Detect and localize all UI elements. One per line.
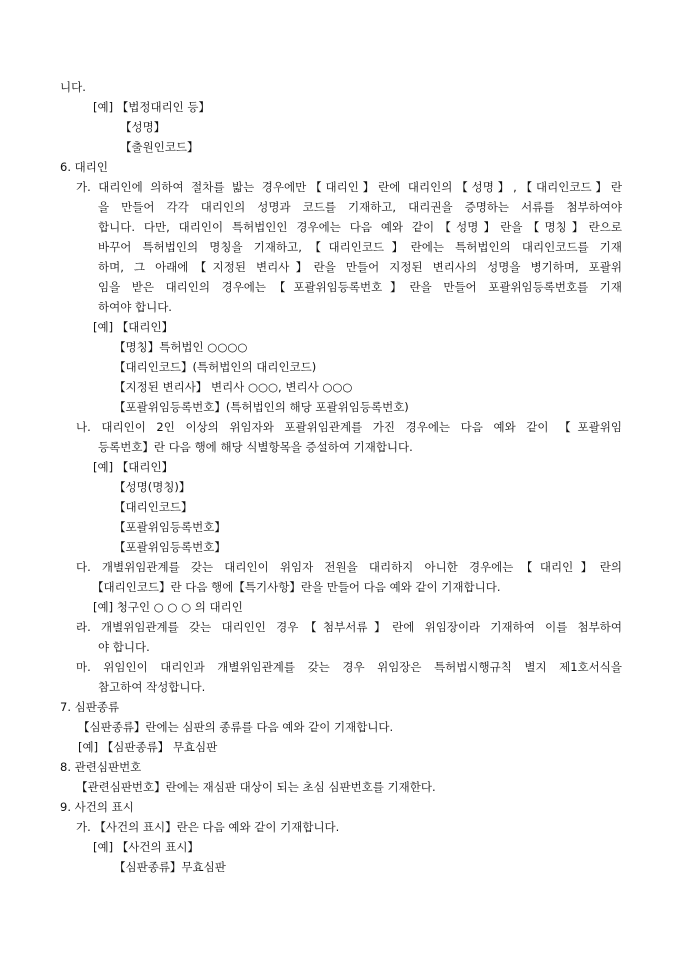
text-line: 등록번호】란 다음 행에 해당 식별항목을 증설하여 기재합니다. — [98, 440, 413, 454]
text-line: 참고하여 작성합니다. — [98, 680, 206, 694]
example-item: 【심판종류】무효심판 — [114, 860, 226, 874]
paragraph-ma — [76, 659, 622, 679]
example-item: 【대리인코드】(특허법인의 대리인코드) — [114, 360, 317, 374]
text-line: 【관련심판번호】란에는 재심판 대상이 되는 초심 심판번호를 기재한다. — [76, 780, 436, 794]
section-heading: 7. 심판종류 — [60, 700, 120, 714]
section-heading: 6. 대리인 — [60, 160, 108, 174]
example-item: 【출원인코드】 — [120, 140, 199, 154]
paragraph-ga-body — [98, 199, 622, 319]
text-line: 마. 위임인이 대리인과 개별위임관계를 갖는 경우 위임장은 특허법시행규칙 별지 제1호서식을 — [76, 660, 622, 674]
example-line: [예] 【대리인】 — [93, 460, 174, 474]
text-line: 바꾸어 특허법인의 명칭을 기재하고,【대리인코드】란에는 특허법인의 대리인코드를 기재 — [98, 240, 622, 254]
paragraph-ga — [76, 179, 622, 199]
text-line: 임을 받은 대리인의 경우에는【포괄위임등록번호】란을 만들어 포괄위임등록번호를 기재 — [98, 280, 622, 294]
paragraph-da — [76, 559, 622, 579]
text-line: 합니다. 다만, 대리인이 특허법인인 경우에는 다음 예와 같이【성명】란을【명칭】란으로 — [98, 220, 622, 234]
paragraph-na — [76, 419, 622, 439]
example-item: 【포괄위임등록번호】(특허법인의 해당 포괄위임등록번호) — [114, 400, 409, 414]
text-line: 다. 개별위임관계를 갖는 대리인이 위임자 전원을 대리하지 아니한 경우에는【대리인】란의 — [76, 560, 622, 574]
text-line: 니다. — [60, 80, 86, 94]
text-line: 나. 대리인이 2인 이상의 위임자와 포괄위임관계를 가진 경우에는 다음 예와 같이 【포괄위임 — [76, 420, 622, 434]
example-item: 【지정된 변리사】 변리사 ○○○, 변리사 ○○○ — [114, 380, 353, 394]
text-line: 가. 대리인에 의하여 절차를 밟는 경우에만【대리인】란에 대리인의【성명】,【대리인코드】란 — [76, 180, 622, 194]
example-item: 【성명(명칭)】 — [114, 480, 191, 494]
example-line: [예] 【법정대리인 등】 — [93, 100, 211, 114]
example-item: 【포괄위임등록번호】 — [114, 540, 226, 554]
text-line: 라. 개별위임관계를 갖는 대리인인 경우【첨부서류】란에 위임장이라 기재하여 이를 첨부하여 — [76, 620, 622, 634]
example-item: 【대리인코드】 — [114, 500, 193, 514]
paragraph-ra — [76, 619, 622, 639]
text-line: 【대리인코드】란 다음 행에【특기사항】란을 만들어 다음 예와 같이 기재합니다. — [92, 580, 501, 594]
example-line: [예] 【대리인】 — [93, 320, 174, 334]
text-line: 【심판종류】란에는 심판의 종류를 다음 예와 같이 기재합니다. — [78, 720, 394, 734]
example-line: [예] 【사건의 표시】 — [93, 840, 199, 854]
section-heading: 8. 관련심판번호 — [60, 760, 142, 774]
example-item: 【포괄위임등록번호】 — [114, 520, 226, 534]
text-line: 을 만들어 각각 대리인의 성명과 코드를 기재하고, 대리권을 증명하는 서류를 첨부하여야 — [98, 200, 622, 214]
section-heading: 9. 사건의 표시 — [60, 800, 134, 814]
example-line: [예] 청구인 ○ ○ ○ 의 대리인 — [93, 600, 243, 614]
example-item: 【명칭】특허법인 ○○○○ — [114, 340, 248, 354]
text-line: 야 합니다. — [98, 640, 150, 654]
example-line: [예] 【심판종류】 무효심판 — [78, 740, 218, 754]
example-item: 【성명】 — [120, 120, 166, 134]
text-line: 하며, 그 아래에【지정된 변리사】란을 만들어 지정된 변리사의 성명을 병기하며, 포괄위 — [98, 260, 622, 274]
text-line: 하여야 합니다. — [98, 300, 172, 314]
text-line: 가. 【사건의 표시】란은 다음 예와 같이 기재합니다. — [76, 820, 340, 834]
